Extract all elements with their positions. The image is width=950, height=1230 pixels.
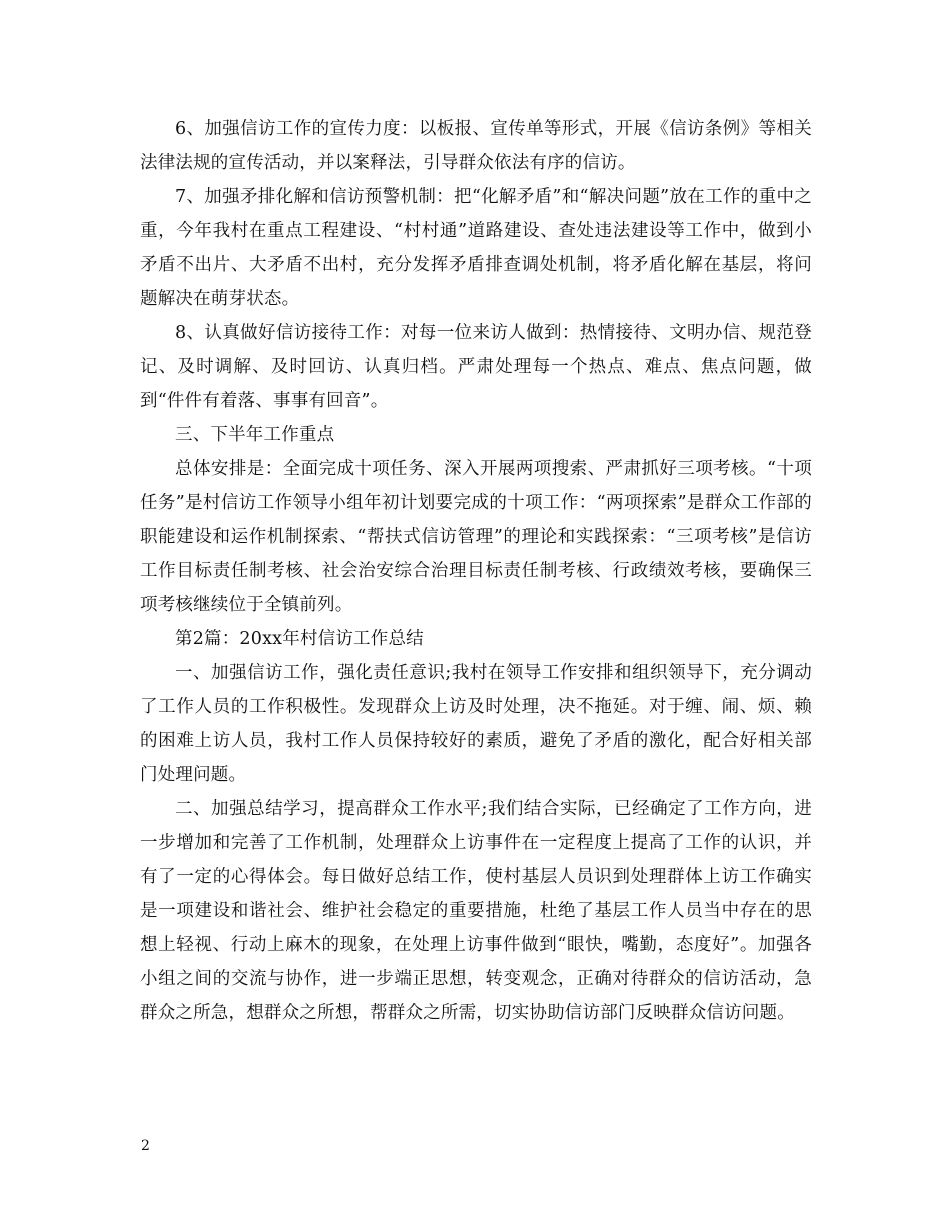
page-number: 2 [141,1138,150,1154]
article-paragraph-2: 二、加强总结学习，提高群众工作水平;我们结合实际，已经确定了工作方向，进一步增加和完善了工作机制，处理群众上访事件在一定程度上提高了工作的认识，并有了一定的心得体会。每日做好总结工作，使村基层人员识到处理群体上访工作确实是一项建设和谐社会、维护社会稳定的重要措施，杜绝了基层工作人员当中存在的思想上轻视、行动上麻木的现象，在处理上访事件做到“眼快，嘴勤，态度好”。加强各小组之间的交流与协作，进一步端正思想，转变观念，正确对待群众的信访活动，急群众之所急，想群众之所想，帮群众之所需，切实协助信访部门反映群众信访问题。 [140,799,812,1023]
paragraph-item-7: 7、加强矛排化解和信访预警机制：把“化解矛盾”和“解决问题”放在工作的重中之重，今年我村在重点工程建设、“村村通”道路建设、查处违法建设等工作中，做到小矛盾不出片、大矛盾不出村，充分发挥矛盾排查调处机制，将矛盾化解在基层，将问题解决在萌芽状态。 [140,187,812,309]
paragraph-item-6: 6、加强信访工作的宣传力度：以板报、宣传单等形式，开展《信访条例》等相关法律法规的宣传活动，并以案释法，引导群众依法有序的信访。 [140,119,812,173]
paragraph-item-8: 8、认真做好信访接待工作：对每一位来访人做到：热情接待、文明办信、规范登记、及时调解、及时回访、认真归档。严肃处理每一个热点、难点、焦点问题，做到“件件有着落、事事有回音”。 [140,323,812,411]
section-paragraph: 总体安排是：全面完成十项任务、深入开展两项搜索、严肃抓好三项考核。“十项任务”是村信访工作领导小组年初计划要完成的十项工作：“两项探索”是群众工作部的职能建设和运作机制探索、“帮扶式信访管理”的理论和实践探索：“三项考核”是信访工作目标责任制考核、社会治安综合治理目标责任制考核、行政绩效考核，要确保三项考核继续位于全镇前列。 [140,459,812,615]
article-title: 第2篇：20xx年村信访工作总结 [175,629,424,649]
article-paragraph-1: 一、加强信访工作，强化责任意识;我村在领导工作安排和组织领导下，充分调动了工作人员的工作积极性。发现群众上访及时处理，决不拖延。对于缠、闹、烦、赖的困难上访人员，我村工作人员保持较好的素质，避免了矛盾的激化，配合好相关部门处理问题。 [140,663,812,785]
section-heading: 三、下半年工作重点 [175,425,335,445]
document-page [140,112,812,1030]
